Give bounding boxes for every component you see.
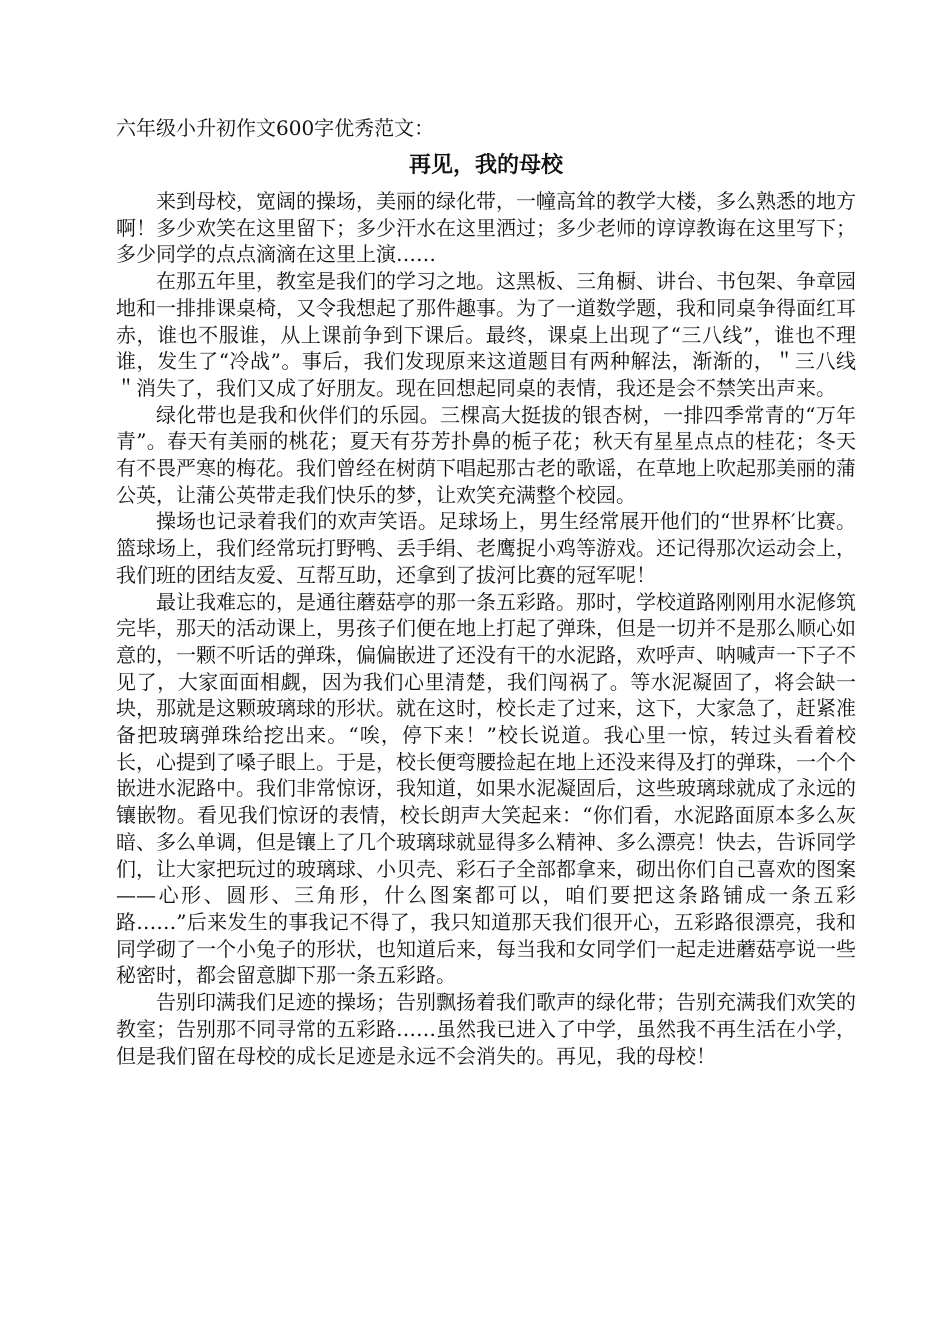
paragraph-5: 最让我难忘的，是通往蘑菇亭的那一条五彩路。那时，学校道路刚刚用水泥修筑完毕，那天的活动课上，男孩子们便在地上打起了弹珠，但是一切并不是那么顺心如意的，一颗不听话的弹珠，偏偏嵌进了还没有干的水泥路，欢呼声、呐喊声一下子不见了，大家面面相觑，因为我们心里清楚，我们闯祸了。等水泥凝固了，将会缺一块，那就是这颗玻璃球的形状。就在这时，校长走了过来，这下，大家急了，赶紧准备把玻璃弹珠给挖出来。“唉，停下来！”校长说道。我心里一惊，转过头看着校长，心提到了嗓子眼上。于是，校长便弯腰捡起在地上还没来得及打的弹珠，一个个嵌进水泥路中。我们非常惊讶，我知道，如果水泥凝固后，这些玻璃球就成了永远的镶嵌物。看见我们惊讶的表情，校长朗声大笑起来：“你们看，水泥路面原本多么灰暗、多么单调，但是镶上了几个玻璃球就显得多么精神、多么漂亮！快去，告诉同学们，让大家把玩过的玻璃球、小贝壳、彩石子全部都拿来，砌出你们自己喜欢的图案——心形、圆形、三角形，什么图案都可以，咱们要把这条路铺成一条五彩路……”后来发生的事我记不得了，我只知道那天我们很开心，五彩路很漂亮，我和同学砌了一个小兔子的形状，也知道后来，每当我和女同学们一起走进蘑菇亭说一些秘密时，都会留意脚下那一条五彩路。: [116, 589, 856, 988]
essay-title: 再见，我的母校: [408, 152, 563, 178]
paragraph-3: 绿化带也是我和伙伴们的乐园。三棵高大挺拔的银杏树，一排四季常青的“万年青”。春天有美丽的桃花；夏天有芬芳扑鼻的栀子花；秋天有星星点点的桂花；冬天有不畏严寒的梅花。我们曾经在树荫下唱起那古老的歌谣，在草地上吹起那美丽的蒲公英，让蒲公英带走我们快乐的梦，让欢笑充满整个校园。: [116, 402, 856, 507]
paragraph-6: 告别印满我们足迹的操场；告别飘扬着我们歌声的绿化带；告别充满我们欢笑的教室；告别那不同寻常的五彩路……虽然我已进入了中学，虽然我不再生活在小学，但是我们留在母校的成长足迹是永远不会消失的。再见，我的母校！: [116, 990, 856, 1068]
paragraph-4: 操场也记录着我们的欢声笑语。足球场上，男生经常展开他们的“世界杯′比赛。篮球场上，我们经常玩打野鸭、丢手绢、老鹰捉小鸡等游戏。还记得那次运动会上，我们班的团结友爱、互帮互助，还拿到了拔河比赛的冠军呢！: [116, 509, 856, 587]
paragraph-2: 在那五年里，教室是我们的学习之地。这黑板、三角橱、讲台、书包架、争章园地和一排排课桌椅，又令我想起了那件趣事。为了一道数学题，我和同桌争得面红耳赤，谁也不服谁，从上课前争到下课后。最终，课桌上出现了“三八线”，谁也不理谁，发生了“冷战”。事后，我们发现原来这道题目有两种解法，渐渐的，＂三八线＂消失了，我们又成了好朋友。现在回想起同桌的表情，我还是会不禁笑出声来。: [116, 269, 856, 400]
paragraph-1: 来到母校，宽阔的操场，美丽的绿化带，一幢高耸的教学大楼，多么熟悉的地方啊！多少欢笑在这里留下；多少汗水在这里洒过；多少老师的谆谆教诲在这里写下；多少同学的点点滴滴在这里上演……: [116, 189, 856, 267]
document-heading: 六年级小升初作文600字优秀范文：: [116, 116, 435, 140]
document-page: [116, 114, 856, 1069]
